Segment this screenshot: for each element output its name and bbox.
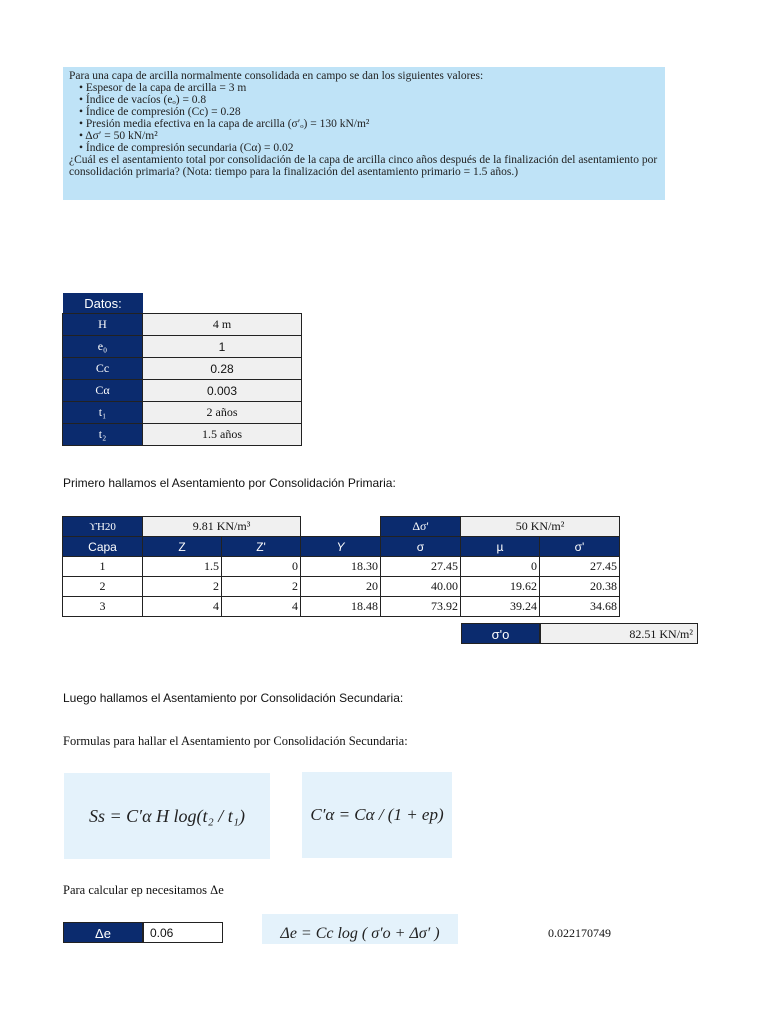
primary-heading: Primero hallamos el Asentamiento por Consolidación Primaria: bbox=[63, 476, 396, 490]
cell[interactable]: 2 bbox=[143, 577, 222, 597]
cell[interactable]: 27.45 bbox=[381, 557, 461, 577]
formulas-heading: Formulas para hallar el Asentamiento por Consolidación Secundaria: bbox=[63, 734, 408, 748]
table-row bbox=[63, 597, 620, 617]
cell[interactable]: 2 bbox=[222, 577, 301, 597]
cell[interactable]: 4 bbox=[143, 597, 222, 617]
col-header: σ bbox=[381, 537, 461, 557]
datos-value[interactable]: 2 años bbox=[143, 402, 302, 424]
table-row bbox=[63, 402, 302, 424]
cell[interactable]: 34.68 bbox=[540, 597, 620, 617]
cell[interactable]: 4 bbox=[222, 597, 301, 617]
datos-key: H bbox=[63, 314, 143, 336]
cell[interactable]: 27.45 bbox=[540, 557, 620, 577]
cell[interactable]: 40.00 bbox=[381, 577, 461, 597]
dsigma-value[interactable]: 50 KN/m² bbox=[461, 517, 620, 537]
datos-key: e₀ bbox=[63, 336, 143, 358]
gamma-value[interactable]: 9.81 KN/m³ bbox=[143, 517, 301, 537]
problem-item: • Δσ′ = 50 kN/m² bbox=[79, 130, 659, 142]
datos-value[interactable]: 1 bbox=[143, 336, 302, 358]
cell[interactable]: 3 bbox=[63, 597, 143, 617]
problem-question: ¿Cuál es el asentamiento total por consolidación de la capa de arcilla cinco años después de la finalización del asentamiento por consolidación primaria? (Nota: tiempo para la finalización del asentamiento primario = 1.5 años.) bbox=[69, 154, 658, 178]
cell[interactable]: 0 bbox=[461, 557, 540, 577]
problem-item: • Índice de compresión secundaria (Cα) = 0.02 bbox=[79, 142, 659, 154]
col-header: Y bbox=[301, 537, 381, 557]
cell[interactable]: 19.62 bbox=[461, 577, 540, 597]
table-row bbox=[63, 336, 302, 358]
cell[interactable]: 20 bbox=[301, 577, 381, 597]
sigma-o-label: σ'o bbox=[461, 623, 540, 644]
col-header: σ' bbox=[540, 537, 620, 557]
problem-item: • Espesor de la capa de arcilla = 3 m bbox=[79, 82, 659, 94]
table-row bbox=[63, 557, 620, 577]
cell[interactable]: 39.24 bbox=[461, 597, 540, 617]
secondary-heading: Luego hallamos el Asentamiento por Consolidación Secundaria: bbox=[63, 691, 404, 705]
cell[interactable]: 2 bbox=[63, 577, 143, 597]
cell[interactable]: 18.30 bbox=[301, 557, 381, 577]
table-row bbox=[63, 424, 302, 446]
table-row bbox=[63, 517, 620, 537]
datos-key: t₁ bbox=[63, 402, 143, 424]
formula-calpha: C′α = Cα / (1 + ep) bbox=[302, 772, 452, 858]
formula-settlement: Ss = C′α H log(t₂ / t₁) bbox=[64, 773, 270, 859]
cell[interactable]: 0 bbox=[222, 557, 301, 577]
gamma-label: ϒH20 bbox=[63, 517, 143, 537]
col-header: µ bbox=[461, 537, 540, 557]
delta-e-value[interactable]: 0.06 bbox=[143, 922, 223, 943]
problem-items bbox=[69, 82, 659, 154]
table-row bbox=[63, 380, 302, 402]
datos-key: Cα bbox=[63, 380, 143, 402]
datos-value[interactable]: 0.28 bbox=[143, 358, 302, 380]
cell[interactable]: 18.48 bbox=[301, 597, 381, 617]
problem-intro: Para una capa de arcilla normalmente consolidada en campo se dan los siguientes valores: bbox=[69, 70, 484, 82]
problem-item: • Índice de vacíos (eₒ) = 0.8 bbox=[79, 94, 659, 106]
datos-title: Datos: bbox=[63, 293, 143, 314]
formula-delta-e: Δe = Cc log ( σ′o + Δσ′ ) bbox=[262, 914, 458, 944]
problem-item: • Presión media efectiva en la capa de arcilla (σ′ₒ) = 130 kN/m² bbox=[79, 118, 659, 130]
datos-key: Cc bbox=[63, 358, 143, 380]
cell[interactable]: 73.92 bbox=[381, 597, 461, 617]
col-header: Z' bbox=[222, 537, 301, 557]
cell[interactable]: 20.38 bbox=[540, 577, 620, 597]
dsigma-label: Δσ' bbox=[381, 517, 461, 537]
ep-text: Para calcular ep necesitamos Δe bbox=[63, 883, 224, 897]
primary-table bbox=[62, 516, 620, 617]
table-row bbox=[63, 577, 620, 597]
col-header: Capa bbox=[63, 537, 143, 557]
delta-e-label: Δe bbox=[63, 922, 143, 943]
table-row bbox=[63, 358, 302, 380]
problem-statement bbox=[63, 67, 665, 200]
problem-item: • Índice de compresión (Cc) = 0.28 bbox=[79, 106, 659, 118]
cell[interactable]: 1.5 bbox=[143, 557, 222, 577]
col-header: Z bbox=[143, 537, 222, 557]
datos-value[interactable]: 1.5 años bbox=[143, 424, 302, 446]
cell[interactable]: 1 bbox=[63, 557, 143, 577]
datos-value[interactable]: 0.003 bbox=[143, 380, 302, 402]
spacer bbox=[301, 517, 381, 537]
datos-value[interactable]: 4 m bbox=[143, 314, 302, 336]
datos-table bbox=[62, 313, 302, 446]
datos-key: t₂ bbox=[63, 424, 143, 446]
table-row bbox=[63, 537, 620, 557]
result-value: 0.022170749 bbox=[548, 926, 611, 940]
sigma-o-value[interactable]: 82.51 KN/m² bbox=[540, 623, 698, 644]
table-row bbox=[63, 314, 302, 336]
